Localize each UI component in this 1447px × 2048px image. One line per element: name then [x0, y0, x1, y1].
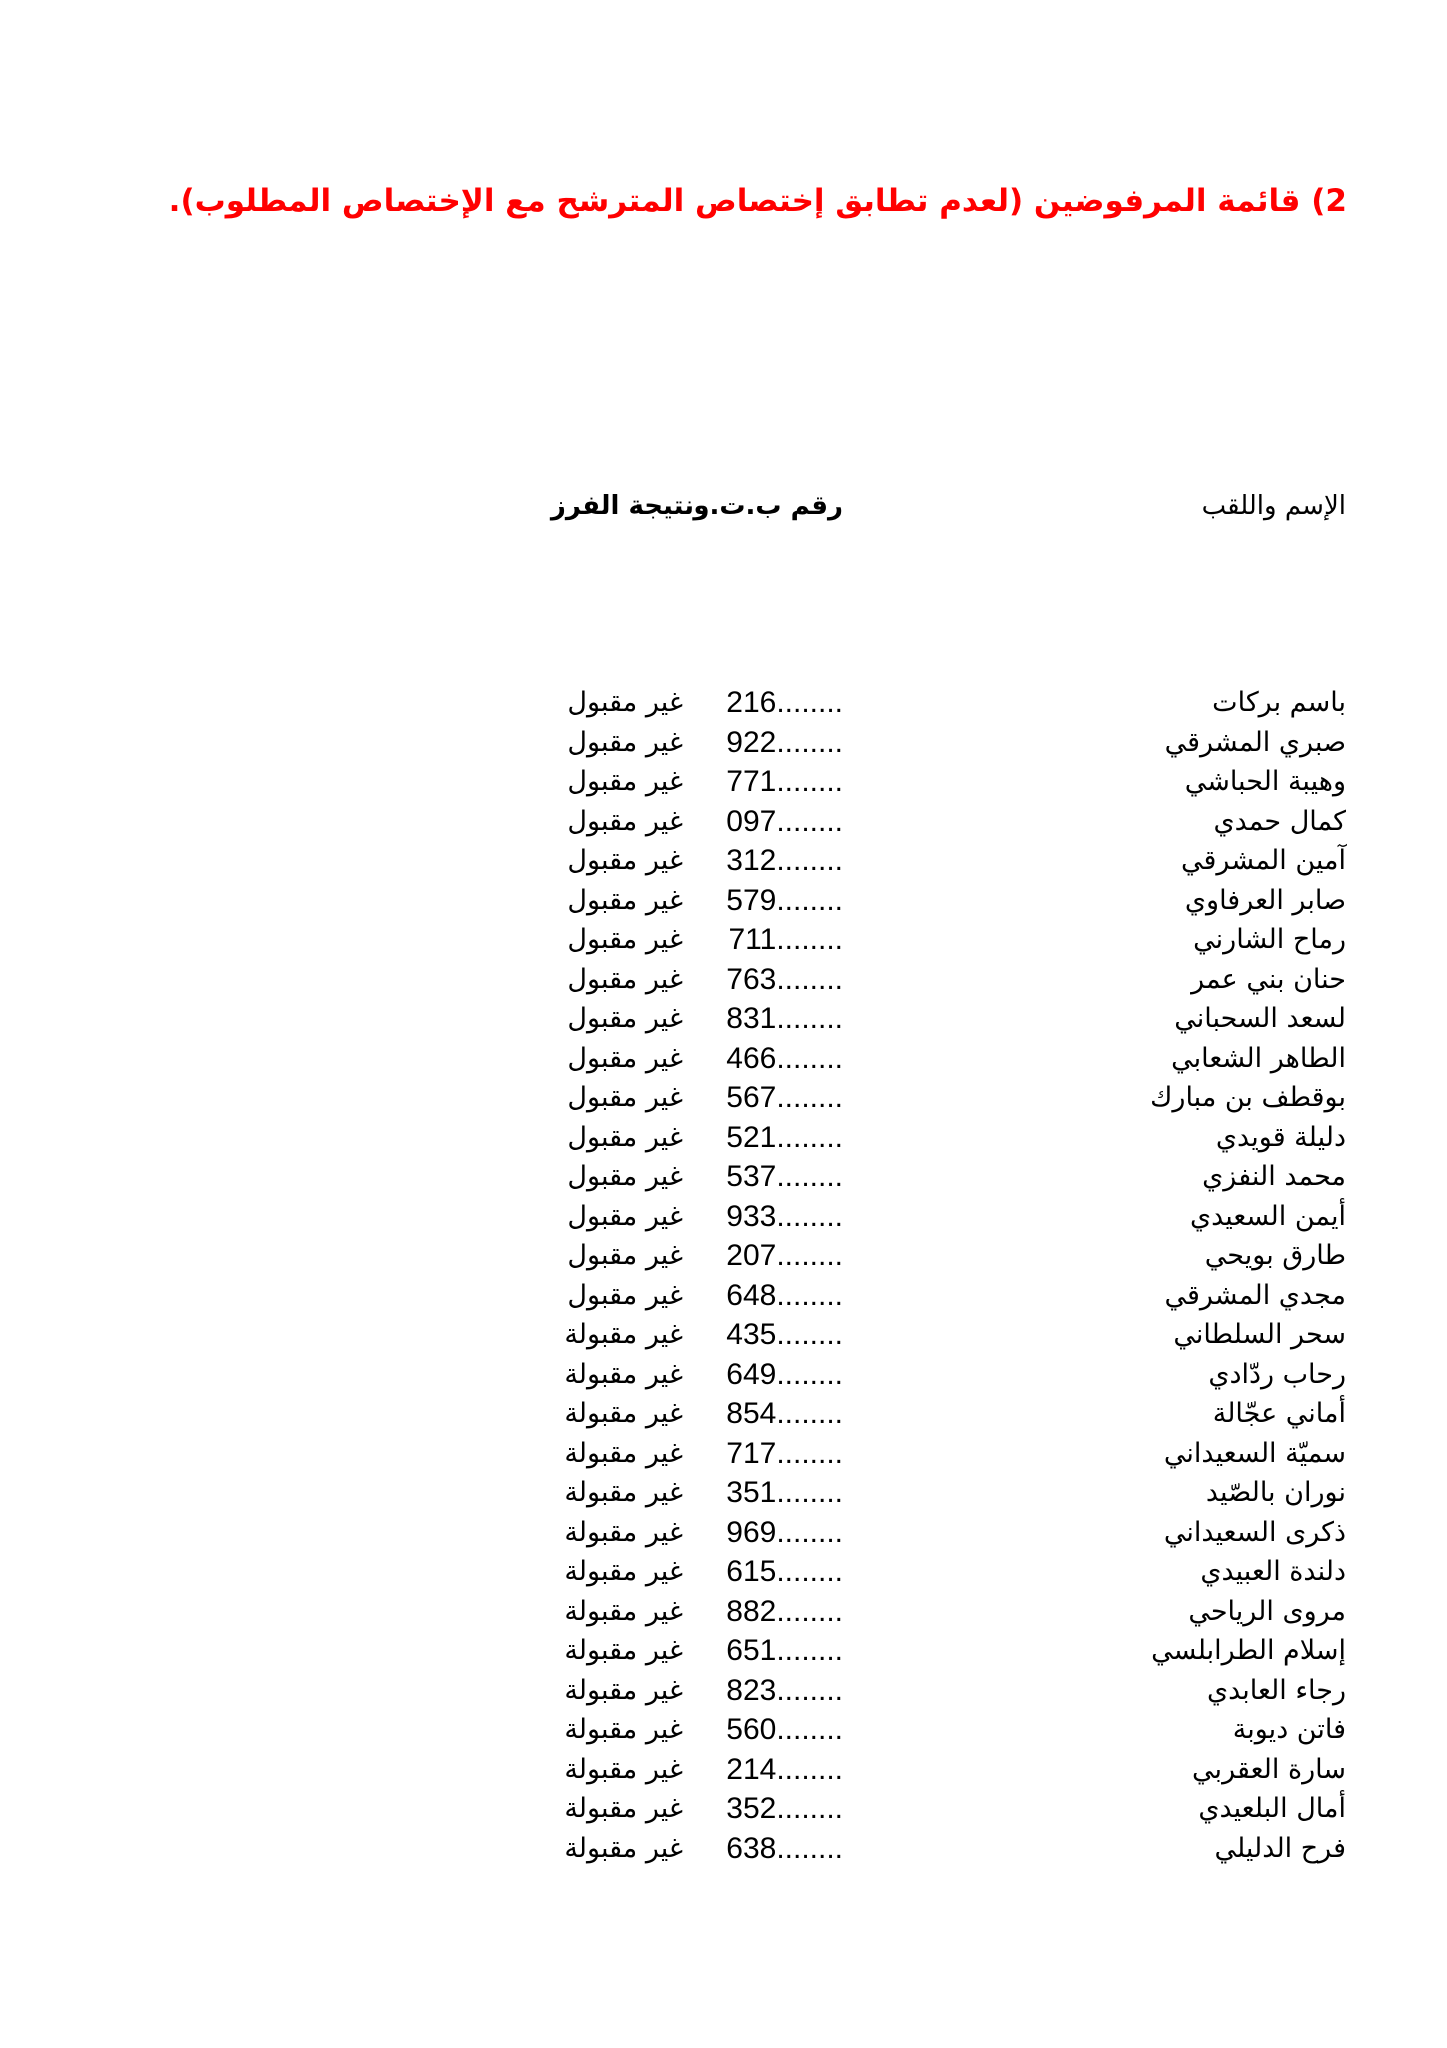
- candidate-id: 823........: [726, 1673, 843, 1707]
- list-item: [0, 1473, 1447, 1513]
- candidate-name: مجدي المشرقي: [1164, 1279, 1346, 1311]
- candidate-name: رحاب ردّادي: [1208, 1358, 1346, 1390]
- candidate-id: 579........: [726, 883, 843, 917]
- candidate-result: غير مقبول: [567, 1161, 683, 1192]
- candidate-id: 312........: [726, 844, 843, 877]
- list-item: [0, 1394, 1447, 1434]
- list-item: [0, 762, 1447, 802]
- candidate-name: دليلة قويدي: [1215, 1121, 1346, 1153]
- candidate-result: غير مقبول: [567, 1082, 683, 1113]
- candidate-result: غير مقبول: [567, 1003, 683, 1034]
- candidate-id: 214........: [726, 1752, 843, 1786]
- candidate-result: غير مقبولة: [564, 1398, 683, 1429]
- candidate-result: غير مقبولة: [564, 1674, 683, 1706]
- candidate-name: سارة العقربي: [1192, 1753, 1346, 1785]
- candidate-result: غير مقبولة: [564, 1595, 683, 1627]
- list-item: [0, 723, 1447, 763]
- candidate-result: غير مقبول: [567, 963, 683, 995]
- column-header-name: الإسم واللقب: [1201, 491, 1346, 521]
- candidate-name: محمد النفزي: [1202, 1161, 1346, 1192]
- candidate-name: فرح الدليلي: [1214, 1832, 1346, 1864]
- candidate-id: 711........: [728, 923, 843, 956]
- candidate-id: 882........: [726, 1594, 843, 1628]
- candidate-result: غير مقبول: [567, 845, 683, 876]
- candidate-name: أماني عجّالة: [1212, 1398, 1346, 1429]
- candidate-result: غير مقبولة: [564, 1753, 683, 1785]
- list-item: [0, 1157, 1447, 1197]
- candidate-result: غير مقبول: [567, 1200, 683, 1232]
- candidate-id: 651........: [726, 1634, 843, 1667]
- candidate-name: سميّة السعيداني: [1163, 1437, 1346, 1469]
- candidate-id: 435........: [726, 1318, 843, 1351]
- list-item: [0, 1671, 1447, 1711]
- list-item: [0, 1039, 1447, 1079]
- list-item: [0, 960, 1447, 1000]
- candidate-result: غير مقبول: [567, 1042, 683, 1074]
- candidate-name: كمال حمدي: [1213, 805, 1346, 837]
- candidate-id: 351........: [726, 1476, 843, 1509]
- candidate-name: بوقطف بن مبارك: [1150, 1082, 1346, 1113]
- column-header-result: نتيجة الفرز: [550, 491, 694, 521]
- candidate-name: طارق بويحي: [1204, 1240, 1346, 1271]
- candidate-id: 831........: [726, 1002, 843, 1035]
- column-header-id: رقم ب.ت.و: [693, 491, 843, 521]
- candidate-result: غير مقبولة: [564, 1635, 683, 1666]
- candidate-result: غير مقبول: [567, 1240, 683, 1271]
- candidate-result: غير مقبولة: [564, 1556, 683, 1587]
- candidate-id: 466........: [726, 1041, 843, 1075]
- candidate-id: 771........: [726, 765, 843, 798]
- candidate-id: 097........: [726, 804, 843, 838]
- list-item: [0, 1118, 1447, 1158]
- candidate-name: ذكرى السعيداني: [1163, 1516, 1346, 1548]
- candidate-name: لسعد السحباني: [1174, 1003, 1346, 1034]
- candidate-id: 717........: [726, 1436, 843, 1470]
- candidate-name: سحر السلطاني: [1173, 1319, 1346, 1350]
- candidate-result: غير مقبولة: [564, 1358, 683, 1390]
- candidate-name: وهيبة الحباشي: [1184, 766, 1346, 797]
- candidate-result: غير مقبول: [567, 884, 683, 916]
- candidate-result: غير مقبولة: [564, 1437, 683, 1469]
- candidate-result: غير مقبول: [567, 687, 683, 718]
- candidate-id: 567........: [726, 1081, 843, 1114]
- list-item: [0, 1750, 1447, 1790]
- candidate-result: غير مقبولة: [564, 1793, 683, 1824]
- candidate-name: رماح الشارني: [1193, 924, 1346, 955]
- candidate-name: صبري المشرقي: [1164, 726, 1346, 758]
- candidate-name: دلندة العبيدي: [1200, 1556, 1346, 1587]
- list-item: [0, 1513, 1447, 1553]
- candidate-name: أمال البلعيدي: [1198, 1793, 1346, 1824]
- candidate-id: 649........: [726, 1357, 843, 1391]
- list-item: [0, 1789, 1447, 1829]
- candidate-id: 648........: [726, 1278, 843, 1312]
- candidate-result: غير مقبول: [567, 1121, 683, 1153]
- list-item: [0, 1631, 1447, 1671]
- list-item: [0, 802, 1447, 842]
- candidate-id: 560........: [726, 1713, 843, 1746]
- candidate-id: 521........: [726, 1120, 843, 1154]
- list-item: [0, 1197, 1447, 1237]
- list-item: [0, 1592, 1447, 1632]
- candidate-name: فاتن ديوبة: [1232, 1714, 1346, 1745]
- candidate-result: غير مقبولة: [564, 1516, 683, 1548]
- candidate-name: مروى الرياحي: [1188, 1595, 1346, 1627]
- candidate-result: غير مقبول: [567, 805, 683, 837]
- list-item: [0, 1552, 1447, 1592]
- list-item: [0, 1829, 1447, 1869]
- candidate-name: باسم بركات: [1212, 687, 1346, 718]
- candidate-name: صابر العرفاوي: [1184, 884, 1346, 916]
- list-item: [0, 841, 1447, 881]
- candidate-name: آمين المشرقي: [1181, 845, 1346, 876]
- list-item: [0, 920, 1447, 960]
- candidate-result: غير مقبولة: [564, 1319, 683, 1350]
- candidate-id: 933........: [726, 1199, 843, 1233]
- candidate-id: 969........: [726, 1515, 843, 1549]
- candidate-name: الطاهر الشعابي: [1171, 1042, 1346, 1074]
- list-item: [0, 1355, 1447, 1395]
- candidate-result: غير مقبول: [567, 1279, 683, 1311]
- list-item: [0, 1276, 1447, 1316]
- candidate-id: 216........: [726, 686, 843, 719]
- candidate-id: 638........: [726, 1831, 843, 1865]
- candidate-result: غير مقبول: [567, 924, 683, 955]
- candidate-name: رجاء العابدي: [1206, 1674, 1346, 1706]
- page-title: 2) قائمة المرفوضين (لعدم تطابق إختصاص المترشح مع الإختصاص المطلوب).: [168, 183, 1347, 219]
- candidate-name: إسلام الطرابلسي: [1151, 1635, 1346, 1666]
- candidate-id: 207........: [726, 1239, 843, 1272]
- list-item: [0, 999, 1447, 1039]
- list-item: [0, 683, 1447, 723]
- candidate-id: 352........: [726, 1792, 843, 1825]
- list-item: [0, 881, 1447, 921]
- list-item: [0, 1710, 1447, 1750]
- candidate-id: 615........: [726, 1555, 843, 1588]
- candidate-result: غير مقبول: [567, 726, 683, 758]
- list-item: [0, 1315, 1447, 1355]
- candidate-name: أيمن السعيدي: [1189, 1200, 1346, 1232]
- candidate-id: 922........: [726, 725, 843, 759]
- candidate-result: غير مقبول: [567, 766, 683, 797]
- candidate-id: 537........: [726, 1160, 843, 1193]
- candidate-list: [0, 683, 1447, 1868]
- candidate-id: 854........: [726, 1397, 843, 1430]
- list-item: [0, 1236, 1447, 1276]
- list-item: [0, 1078, 1447, 1118]
- candidate-id: 763........: [726, 962, 843, 996]
- candidate-name: حنان بني عمر: [1191, 963, 1346, 995]
- candidate-result: غير مقبولة: [564, 1477, 683, 1508]
- candidate-result: غير مقبولة: [564, 1714, 683, 1745]
- candidate-name: نوران بالصّيد: [1205, 1477, 1346, 1508]
- list-item: [0, 1434, 1447, 1474]
- candidate-result: غير مقبولة: [564, 1832, 683, 1864]
